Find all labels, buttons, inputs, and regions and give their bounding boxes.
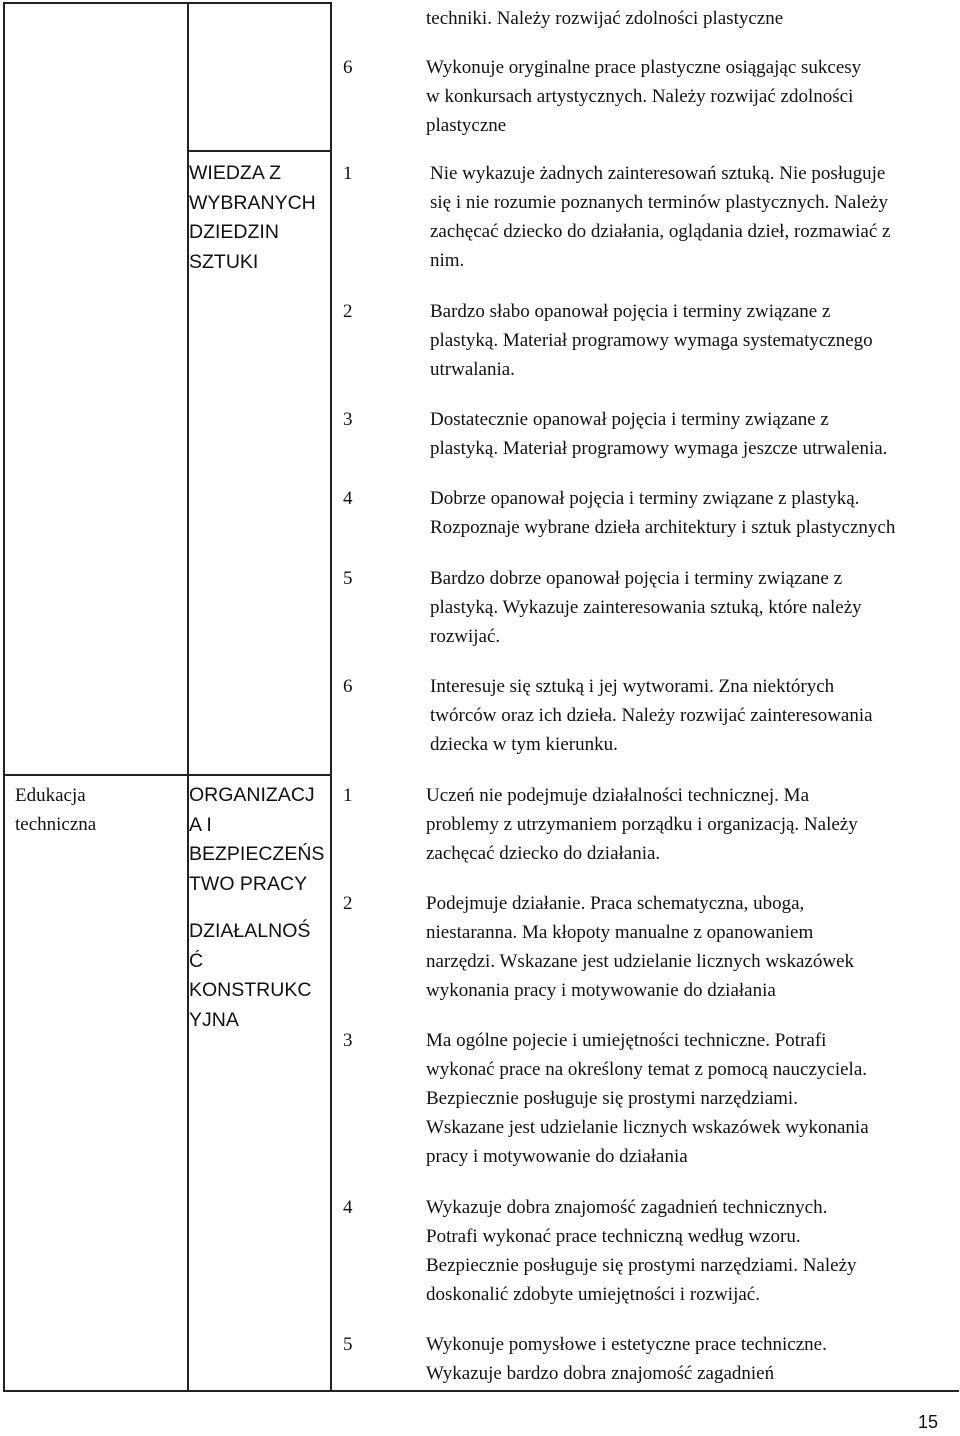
grade-number: 2 bbox=[343, 893, 353, 914]
row-text: Ma ogólne pojecie i umiejętności techniczne. Potrafi wykonać prace na określony temat z pomocą nauczyciela. Bezpiecznie posługuje się prostymi narzędziami. Wskazane jest udzielanie licznych wskazówek wykonania pracy i motywowanie do działania bbox=[426, 1030, 869, 1167]
table-border-top bbox=[3, 2, 330, 4]
row-text: Dostatecznie opanował pojęcia i terminy związane z plastyką. Materiał programowy wymaga jeszcze utrwalenia. bbox=[430, 409, 888, 459]
row-text: Podejmuje działanie. Praca schematyczna, uboga, niestaranna. Ma kłopoty manualne z opanowaniem narzędzi. Wskazane jest udzielanie licznych wskazówek wykonania pracy i motywowanie do działania bbox=[426, 893, 855, 1001]
row-text: Wykonuje pomysłowe i estetyczne prace techniczne. Wykazuje bardzo dobra znajomość zagadnień bbox=[426, 1334, 827, 1384]
table-border-top-section-sep bbox=[187, 150, 330, 152]
table-border-left bbox=[3, 2, 5, 1392]
grade-number: 4 bbox=[343, 1197, 353, 1218]
grade-number: 5 bbox=[343, 1334, 353, 1355]
row-text: Wykonuje oryginalne prace plastyczne osiągając sukcesy w konkursach artystycznych. Należy rozwijać zdolności plastyczne bbox=[426, 57, 862, 136]
row-text: Interesuje się sztuką i jej wytworami. Zna niektórych twórców oraz ich dzieła. Należy rozwijać zainteresowania dziecka w tym kierunku. bbox=[430, 676, 873, 755]
table-border-col3 bbox=[330, 2, 332, 1392]
grade-number: 5 bbox=[343, 568, 353, 589]
page-number: 15 bbox=[917, 1412, 938, 1432]
row-text: techniki. Należy rozwijać zdolności plastyczne bbox=[426, 8, 784, 29]
grade-number: 1 bbox=[343, 785, 353, 806]
subcategory-label: WIEDZA Z WYBRANYCH DZIEDZIN SZTUKI bbox=[189, 162, 316, 273]
grade-number: 2 bbox=[343, 301, 353, 322]
subcategory-label: ORGANIZACJ A I BEZPIECZEŃS TWO PRACY bbox=[189, 784, 325, 895]
table-border-section-sep bbox=[3, 774, 330, 776]
grade-number: 6 bbox=[343, 57, 353, 78]
table-border-bottom bbox=[3, 1390, 959, 1392]
row-text: Dobrze opanował pojęcia i terminy związane z plastyką. Rozpoznaje wybrane dzieła architektury i sztuk plastycznych bbox=[430, 488, 896, 538]
grade-number: 4 bbox=[343, 488, 353, 509]
row-text: Nie wykazuje żadnych zainteresowań sztuką. Nie posługuje się i nie rozumie poznanych terminów plastycznych. Należy zachęcać dziecko do działania, oglądania dzieł, rozmawiać z nim. bbox=[430, 163, 891, 271]
grade-number: 3 bbox=[343, 409, 353, 430]
grade-number: 3 bbox=[343, 1030, 353, 1051]
row-text: Bardzo dobrze opanował pojęcia i terminy związane z plastyką. Wykazuje zainteresowania sztuką, które należy rozwijać. bbox=[430, 568, 862, 647]
row-text: Bardzo słabo opanował pojęcia i terminy związane z plastyką. Materiał programowy wymaga systematycznego utrwalania. bbox=[430, 301, 873, 380]
category-label: Edukacja techniczna bbox=[15, 785, 97, 835]
row-text: Wykazuje dobra znajomość zagadnień technicznych. Potrafi wykonać prace techniczną według wzoru. Bezpiecznie posługuje się prostymi narzędziami. Należy doskonalić zdobyte umiejętności i rozwijać. bbox=[426, 1197, 857, 1305]
grade-number: 1 bbox=[343, 163, 353, 184]
row-text: Uczeń nie podejmuje działalności technicznej. Ma problemy z utrzymaniem porządku i organizacją. Należy zachęcać dziecko do działania. bbox=[426, 785, 858, 864]
grade-number: 6 bbox=[343, 676, 353, 697]
subcategory-label: DZIAŁALNOŚ Ć KONSTRUKC YJNA bbox=[189, 920, 312, 1031]
